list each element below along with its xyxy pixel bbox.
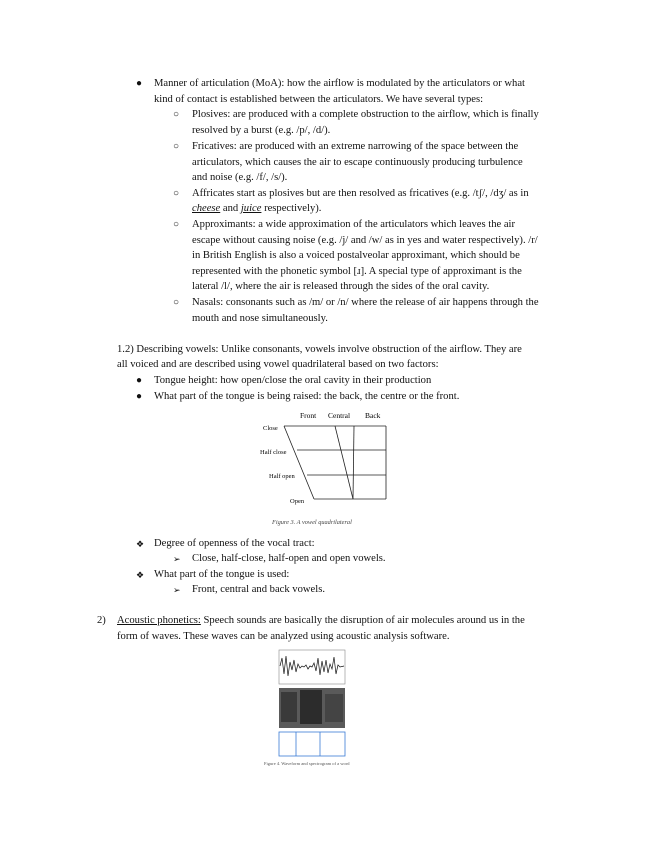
example-word: juice	[240, 203, 262, 214]
text-line: Plosives: are produced with a complete obstruction to the airflow, which is finally	[192, 109, 539, 120]
text-line: escape without causing noise (e.g. /j/ and /w/ as in yes and water respectively). /r/	[192, 235, 538, 246]
bullet-dot: ●	[136, 375, 143, 386]
bullet-circle: ○	[173, 141, 180, 152]
bullet-circle: ○	[173, 109, 180, 120]
bullet-arrow: ➢	[173, 585, 181, 595]
label-half-close: Half close	[260, 449, 287, 456]
bullet-circle: ○	[173, 219, 180, 230]
text-line: in British English is also a voiced postalveolar approximant, which should be	[192, 250, 520, 261]
text-line: all voiced and are described using vowel quadrilateral based on two factors:	[117, 359, 439, 370]
text-line: form of waves. These waves can be analyzed using acoustic analysis software.	[117, 631, 450, 642]
bullet-circle: ○	[173, 297, 180, 308]
text-line: Approximants: a wide approximation of the articulators which leaves the air	[192, 219, 516, 230]
spectrogram-figure	[262, 648, 358, 768]
bullet-diamond: ❖	[136, 539, 145, 549]
bullet-dot: ●	[136, 391, 143, 402]
text-fragment: Speech sounds are basically the disruption of air molecules around us in the	[200, 615, 525, 626]
quadrilateral-lines	[284, 426, 386, 499]
text-line: resolved by a burst (e.g. /p/, /d/).	[192, 125, 331, 136]
text-line: represented with the phonetic symbol [ɹ]. A special type of approximant is the	[192, 266, 522, 277]
label-open: Open	[290, 498, 305, 505]
section-heading-line: 1.2) Describing vowels: Unlike consonants, vowels involve obstruction of the airflow. They are	[117, 344, 522, 355]
text-line	[192, 202, 321, 216]
bullet-arrow: ➢	[173, 554, 181, 564]
label-front: Front	[300, 411, 317, 420]
text-line: Close, half-close, half-open and open vowels.	[192, 553, 386, 564]
text-line: Affricates start as plosives but are then resolved as fricatives (e.g. /tʃ/, /dʒ/ as in	[192, 188, 529, 199]
text-line: Manner of articulation (MoA): how the airflow is modulated by the articulators or what	[154, 78, 525, 89]
text-line: mouth and nose simultaneously.	[192, 313, 328, 324]
text-line: What part of the tongue is being raised: the back, the centre or the front.	[154, 391, 460, 402]
list-number: 2)	[97, 615, 106, 626]
bullet-circle: ○	[173, 188, 180, 199]
text-line: articulators, which causes the air to escape continuously producing turbulence	[192, 157, 523, 168]
text-line: Nasals: consonants such as /m/ or /n/ where the release of air happens through the	[192, 297, 539, 308]
vowel-quadrilateral-figure	[255, 405, 400, 527]
example-word: cheese	[192, 203, 221, 214]
text-line: Front, central and back vowels.	[192, 584, 325, 595]
text-line: Fricatives: are produced with an extreme narrowing of the space between the	[192, 141, 519, 152]
label-close: Close	[263, 425, 278, 432]
bullet-dot: ●	[136, 78, 143, 89]
text-line: kind of contact is established between the articulators. We have several types:	[154, 94, 484, 105]
text-fragment: and	[220, 203, 241, 214]
text-line: Tongue height: how open/close the oral cavity in their production	[154, 375, 432, 386]
acoustic-heading: Acoustic phonetics:	[117, 615, 201, 626]
bullet-diamond: ❖	[136, 570, 145, 580]
label-back: Back	[365, 411, 381, 420]
text-line: lateral /l/, where the air is released through the sides of the oral cavity.	[192, 281, 490, 292]
label-half-open: Half open	[269, 473, 295, 480]
text-line: and noise (e.g. /f/, /s/).	[192, 172, 288, 183]
text-fragment: respectively).	[261, 203, 322, 214]
text-line: Degree of openness of the vocal tract:	[154, 538, 315, 549]
label-central: Central	[328, 411, 351, 420]
figure-caption: Figure 4. Waveform and spectrogram of a word	[264, 761, 350, 766]
figure-caption: Figure 3. A vowel quadrilateral	[272, 519, 352, 526]
text-line	[117, 614, 525, 628]
text-line: What part of the tongue is used:	[154, 569, 290, 580]
